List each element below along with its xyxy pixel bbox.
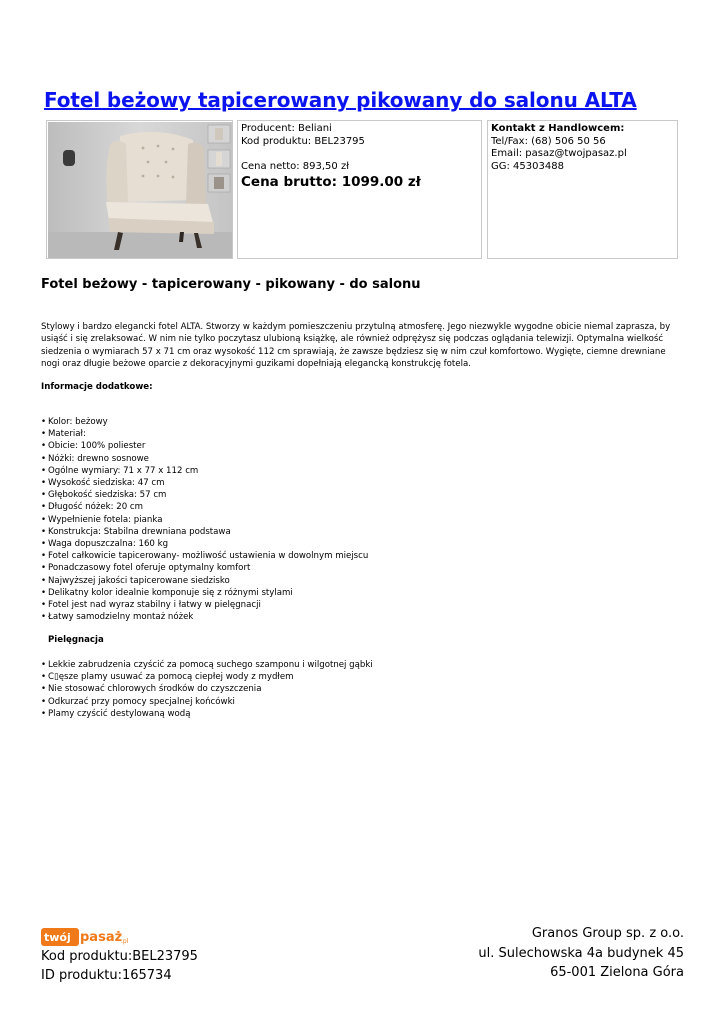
producer-label: Producent: Beliani [241, 123, 332, 134]
company-city: 65-001 Zielona Góra [550, 965, 684, 980]
contact-heading: Kontakt z Handlowcem: [491, 123, 625, 134]
product-photo[interactable] [48, 122, 232, 258]
contact-gg: GG: 45303488 [491, 160, 564, 172]
list-item: • Wysokość siedziska: 47 cm [41, 477, 368, 489]
care-heading: Pielęgnacja [48, 635, 104, 645]
care-list [41, 659, 373, 720]
list-item: • Kolor: beżowy [41, 416, 368, 428]
footer-product-id: ID produktu:165734 [41, 968, 172, 983]
contact-tel: Tel/Fax: (68) 506 50 56 [491, 135, 606, 147]
product-image-frame [46, 120, 233, 259]
contact-box [487, 120, 678, 259]
info-list [41, 416, 368, 623]
list-item: • Ogólne wymiary: 71 x 77 x 112 cm [41, 465, 368, 477]
product-info-box [237, 120, 482, 259]
list-item: • Łatwy samodzielny montaż nóżek [41, 611, 368, 623]
list-item: • Plamy czyścić destylowaną wodą [41, 708, 373, 720]
contact-email: Email: pasaz@twojpasaz.pl [491, 148, 627, 159]
list-item: • Nie stosować chlorowych środków do czyszczenia [41, 683, 373, 695]
product-description: Stylowy i bardzo elegancki fotel ALTA. Stworzy w każdym pomieszczeniu przytulną atmosferę. Jego niezwykle wygodne obicie niemal zaprasza, by usiąść i się zrelaksować. W nim nie tylko poczytasz ulubioną książkę, ale również odprężysz się podczas oglądania telewizji. Optymalna wielkość siedzenia o wymiarach 57 x 71 cm oraz wysokość 112 cm sprawiają, że zawsze będziesz się w nim czuł komfortowo. Wygięte, ciemne drewniane nogi oraz długie beżowe oparcie z dekoracyjnymi guzikami dopełniają elegancką konstrukcję fotela. [41, 322, 671, 370]
list-item: • Fotel jest nad wyraz stabilny i łatwy w pielęgnacji [41, 599, 368, 611]
svg-text:.pl: .pl [121, 938, 129, 945]
company-name: Granos Group sp. z o.o. [531, 926, 684, 941]
list-item: • Delikatny kolor idealnie komponuje się z różnymi stylami [41, 587, 368, 599]
list-item: • Odkurzać przy pomocy specjalnej końcówki [41, 696, 373, 708]
twojpasaz-logo [41, 926, 137, 948]
product-code-label: Kod produktu: BEL23795 [241, 135, 365, 147]
product-subtitle: Fotel beżowy - tapicerowany - pikowany - do salonu [41, 277, 421, 292]
list-item: • C▯ęsze plamy usuwać za pomocą ciepłej wody z mydłem [41, 671, 373, 683]
company-street: ul. Sulechowska 4a budynek 45 [478, 945, 684, 961]
list-item: • Długość nóżek: 20 cm [41, 501, 368, 513]
footer-product-code: Kod produktu:BEL23795 [41, 949, 198, 964]
list-item: • Waga dopuszczalna: 160 kg [41, 538, 368, 550]
list-item: • Najwyższej jakości tapicerowane siedzisko [41, 575, 368, 587]
info-heading: Informacje dodatkowe: [41, 382, 153, 392]
list-item: • Wypełnienie fotela: pianka [41, 514, 368, 526]
list-item: • Nóżki: drewno sosnowe [41, 453, 368, 465]
list-item: • Lekkie zabrudzenia czyścić za pomocą suchego szamponu i wilgotnej gąbki [41, 659, 373, 671]
list-item: • Ponadczasowy fotel oferuje optymalny komfort [41, 562, 368, 574]
gross-price: Cena brutto: 1099.00 zł [241, 174, 421, 190]
footer-company [478, 924, 684, 983]
net-price: Cena netto: 893,50 zł [241, 160, 350, 172]
product-title-link[interactable]: Fotel beżowy tapicerowany pikowany do salonu ALTA [44, 88, 637, 112]
footer-left [41, 947, 198, 985]
list-item: • Fotel całkowicie tapicerowany- możliwość ustawienia w dowolnym miejscu [41, 550, 368, 562]
list-item: • Obicie: 100% poliester [41, 440, 368, 452]
list-item: • Głębokość siedziska: 57 cm [41, 489, 368, 501]
list-item: • Materiał: [41, 428, 368, 440]
svg-text:pasaż: pasaż [80, 930, 123, 945]
svg-text:twój: twój [44, 931, 71, 944]
list-item: • Konstrukcja: Stabilna drewniana podstawa [41, 526, 368, 538]
